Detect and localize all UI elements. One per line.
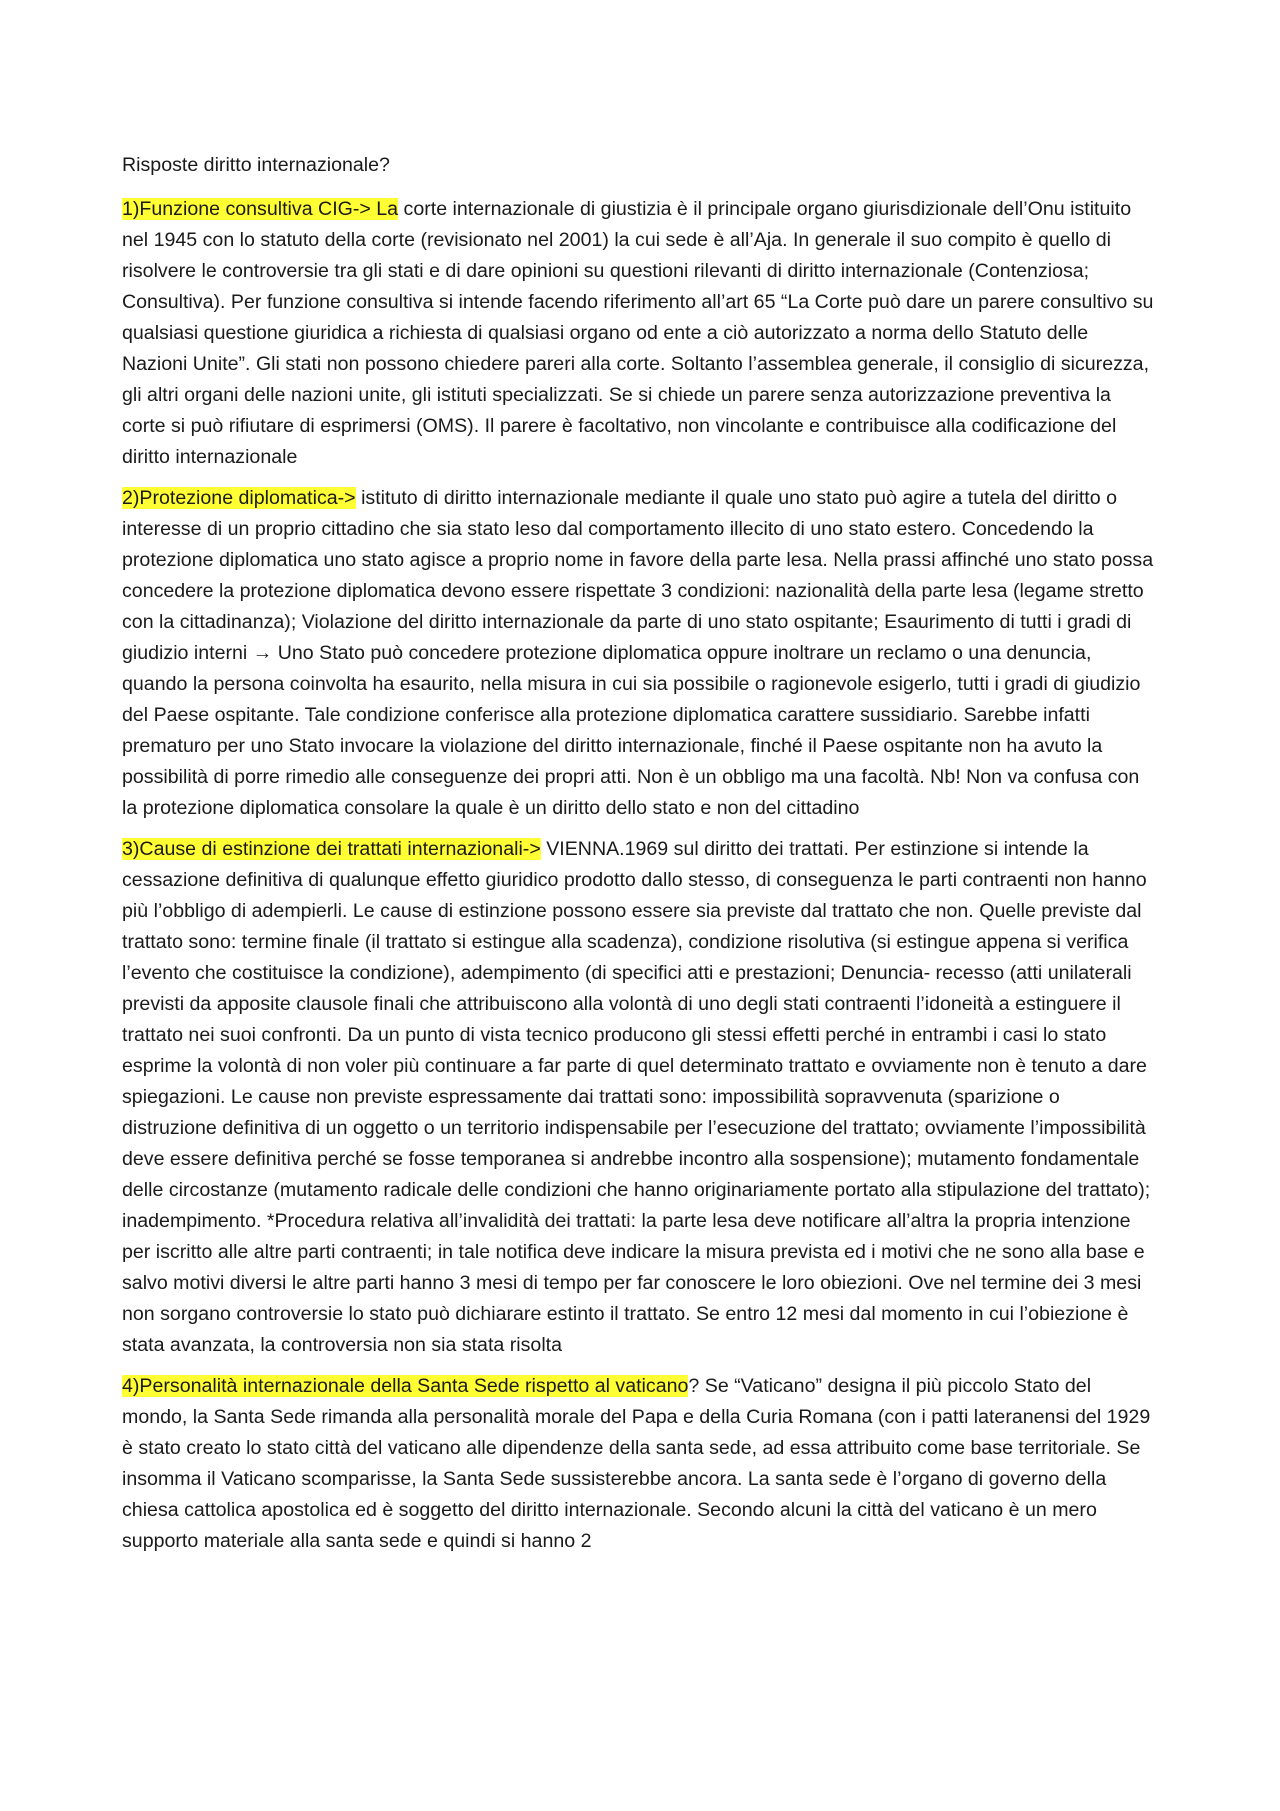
highlighted-heading: 1)Funzione consultiva CIG-> La [122, 198, 399, 220]
paragraph-santa-sede [122, 1371, 1158, 1557]
paragraph-body: corte internazionale di giustizia è il principale organo giurisdizionale dell’Onu istituito nel 1945 con lo statuto della corte (revisionato nel 2001) la cui sede è all’Aja. In generale il suo compito è quello di risolvere le controversie tra gli stati e di dare opinioni su questioni rilevanti di diritto internazionale (Contenziosa; Consultiva). Per funzione consultiva si intende facendo riferimento all’art 65 “La Corte può dare un parere consultivo su qualsiasi questione giuridica a richiesta di qualsiasi organo od ente a ciò autorizzato a norma dello Statuto delle Nazioni Unite”. Gli stati non possono chiedere pareri alla corte. Soltanto l’assemblea generale, il consiglio di sicurezza, gli altri organi delle nazioni unite, gli istituti specializzati. Se si chiede un parere senza autorizzazione preventiva la corte si può rifiutare di esprimersi (OMS). Il parere è facoltativo, non vincolante e contribuisce alla codificazione del diritto internazionale [122, 198, 1154, 468]
document-title: Risposte diritto internazionale? [122, 154, 390, 176]
highlighted-heading: 2)Protezione diplomatica-> [122, 487, 356, 509]
paragraph-body: istituto di diritto internazionale mediante il quale uno stato può agire a tutela del diritto o interesse di un proprio cittadino che sia stato leso dal comportamento illecito di uno stato estero. Concedendo la protezione diplomatica uno stato agisce a proprio nome in favore della parte lesa. Nella prassi affinché uno stato possa concedere la protezione diplomatica devono essere rispettate 3 condizioni: nazionalità della parte lesa (legame stretto con la cittadinanza); Violazione del diritto internazionale da parte di uno stato ospitante; Esaurimento di tutti i gradi di giudizio interni → Uno Stato può concedere protezione diplomatica oppure inoltrare un reclamo o una denuncia, quando la persona coinvolta ha esaurito, nella misura in cui sia possibile o ragionevole esigerlo, tutti i gradi di giudizio del Paese ospitante. Tale condizione conferisce alla protezione diplomatica carattere sussidiario. Sarebbe infatti prematuro per uno Stato invocare la violazione del diritto internazionale, finché il Paese ospitante non ha avuto la possibilità di porre rimedio alle conseguenze dei propri atti. Non è un obbligo ma una facoltà. Nb! Non va confusa con la protezione diplomatica consolare la quale è un diritto dello stato e non del cittadino [122, 487, 1154, 819]
paragraph-funzione-consultiva [122, 194, 1158, 473]
paragraph-body: VIENNA.1969 sul diritto dei trattati. Per estinzione si intende la cessazione definitiva di qualunque effetto giuridico prodotto dallo stesso, di conseguenza le parti contraenti non hanno più l’obbligo di adempierli. Le cause di estinzione possono essere sia previste dal trattato che non. Quelle previste dal trattato sono: termine finale (il trattato si estingue alla scadenza), condizione risolutiva (si estingue appena si verifica l’evento che costituisce la condizione), adempimento (di specifici atti e prestazioni; Denuncia- recesso (atti unilaterali previsti da apposite clausole finali che attribuiscono alla volontà di uno degli stati contraenti l’idoneità a estinguere il trattato nei suoi confronti. Da un punto di vista tecnico producono gli stessi effetti perché in entrambi i casi lo stato esprime la volontà di non voler più continuare a far parte di quel determinato trattato e ovviamente non è tenuto a dare spiegazioni. Le cause non previste espressamente dai trattati sono: impossibilità sopravvenuta (sparizione o distruzione definitiva di un oggetto o un territorio indispensabile per l’esecuzione del trattato; ovviamente l’impossibilità deve essere definitiva perché se fosse temporanea si andrebbe incontro alla sospensione); mutamento fondamentale delle circostanze (mutamento radicale delle condizioni che hanno originariamente portato alla stipulazione del trattato); inadempimento. *Procedura relativa all’invalidità dei trattati: la parte lesa deve notificare all’altra la propria intenzione per iscritto alle altre parti contraenti; in tale notifica deve indicare la misura prevista ed i motivi che ne sono alla base e salvo motivi diversi le altre parti hanno 3 mesi di tempo per far conoscere le loro obiezioni. Ove nel termine dei 3 mesi non sorgano controversie lo stato può dichiarare estinto il trattato. Se entro 12 mesi dal momento in cui l’obiezione è stata avanzata, la controversia non sia stata risolta [122, 838, 1151, 1356]
paragraph-body: ? Se “Vaticano” designa il più piccolo Stato del mondo, la Santa Sede rimanda alla personalità morale del Papa e della Curia Romana (con i patti lateranensi del 1929 è stato creato lo stato città del vaticano alle dipendenze della santa sede, ad essa attribuito come base territoriale. Se insomma il Vaticano scomparisse, la Santa Sede sussisterebbe ancora. La santa sede è l’organo di governo della chiesa cattolica apostolica ed è soggetto del diritto internazionale. Secondo alcuni la città del vaticano è un mero supporto materiale alla santa sede e quindi si hanno 2 [122, 1375, 1151, 1552]
highlighted-heading: 3)Cause di estinzione dei trattati internazionali-> [122, 838, 541, 860]
paragraph-protezione-diplomatica [122, 483, 1158, 824]
paragraph-estinzione-trattati [122, 834, 1158, 1361]
highlighted-heading: 4)Personalità internazionale della Santa Sede rispetto al vaticano [122, 1375, 689, 1397]
document-page [122, 150, 1158, 1567]
